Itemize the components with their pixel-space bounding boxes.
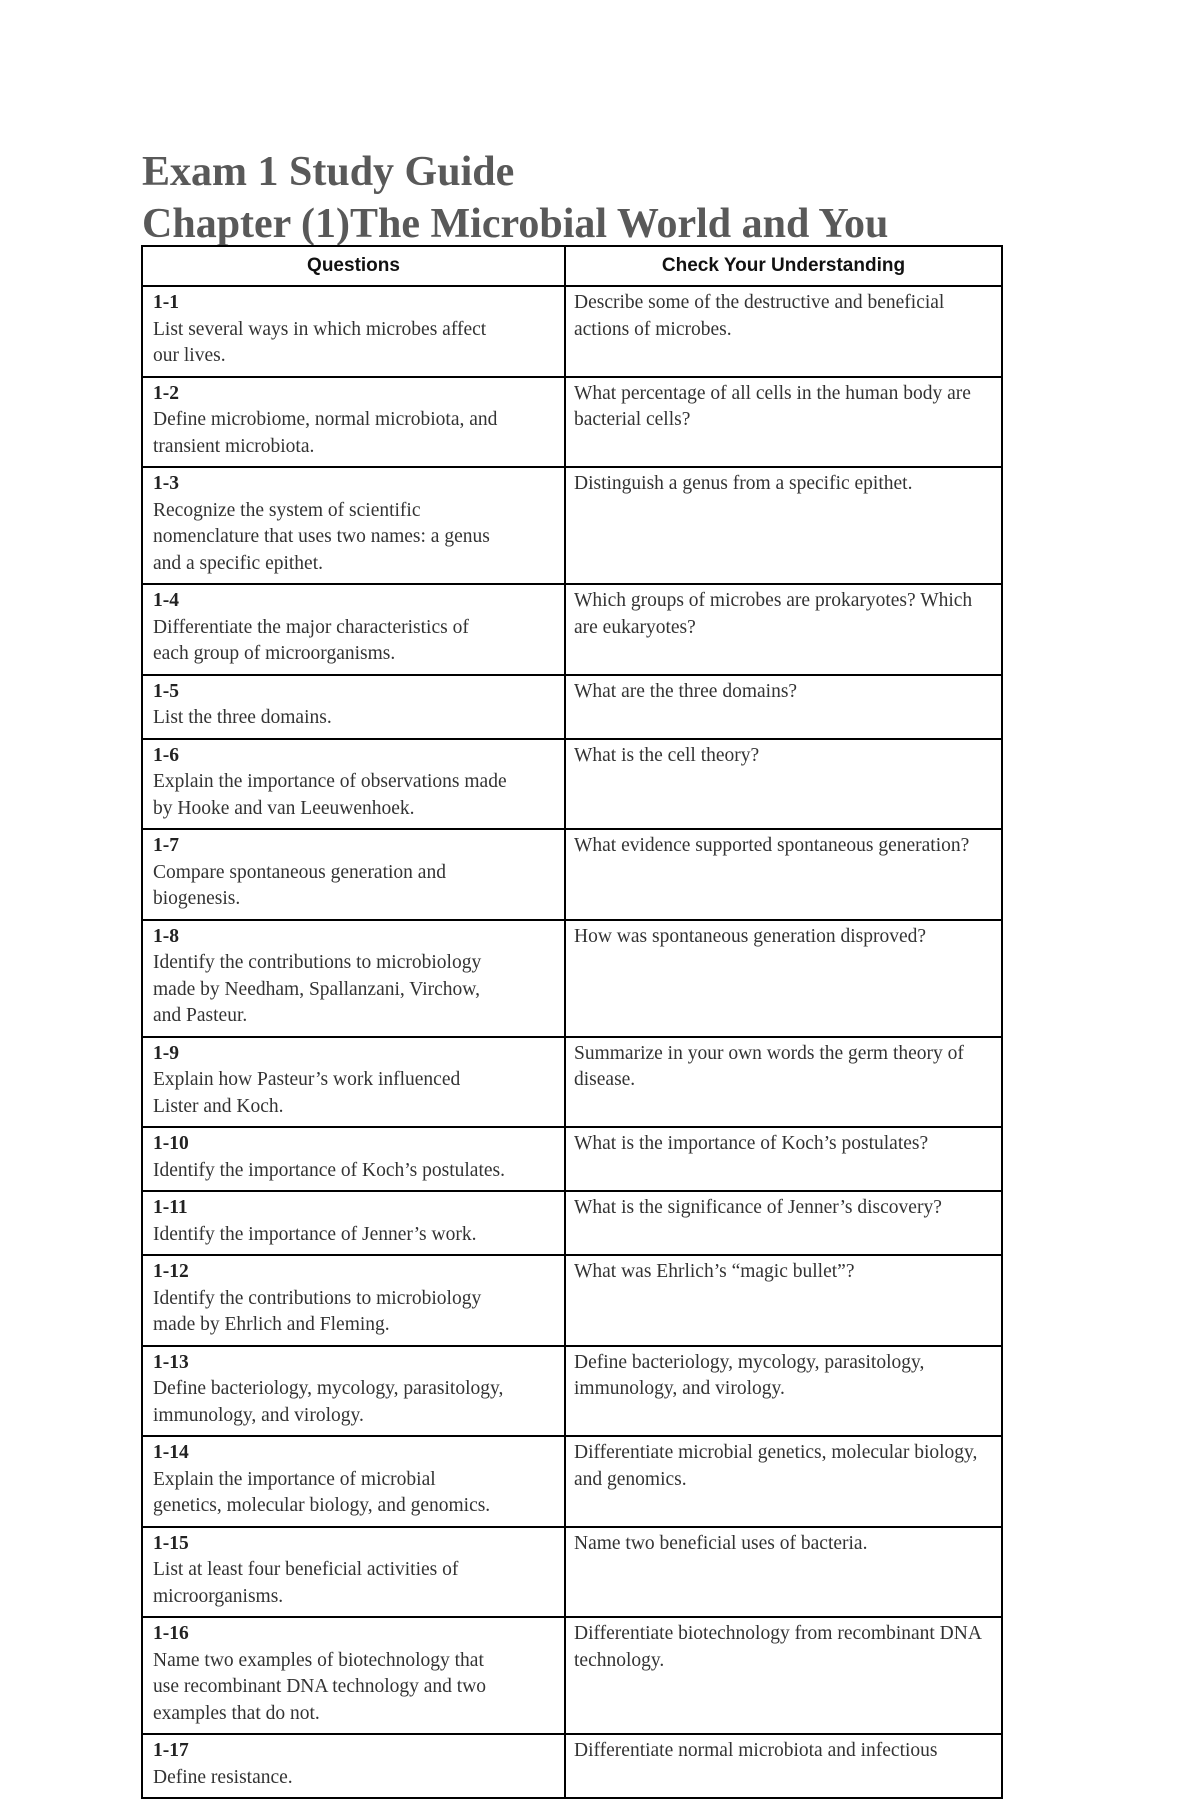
objective-number: 1-9 (153, 1042, 179, 1064)
table-body (142, 286, 1002, 1798)
question-text: Define bacteriology, mycology, parasitology, immunology, and virology. (153, 1378, 504, 1426)
header-questions: Questions (142, 246, 565, 286)
question-text: Explain the importance of observations made by Hooke and van Leeuwenhoek. (153, 771, 507, 819)
objective-number: 1-4 (153, 590, 179, 611)
table-row (142, 1617, 1002, 1734)
check-cell: What was Ehrlich’s “magic bullet”? (565, 1255, 1002, 1346)
question-text: Explain the importance of microbial genetics, molecular biology, and genomics. (153, 1468, 491, 1516)
table-row (142, 584, 1002, 675)
question-cell (142, 1037, 565, 1128)
question-text: Define microbiome, normal microbiota, and transient microbiota. (153, 409, 498, 457)
question-text: Define resistance. (153, 1766, 293, 1788)
question-text: Identify the importance of Koch’s postulates. (153, 1159, 505, 1181)
table-row (142, 739, 1002, 830)
question-cell (142, 675, 565, 739)
question-cell (142, 920, 565, 1037)
question-cell (142, 584, 565, 675)
table-row (142, 1255, 1002, 1346)
title-line-2: Chapter (1)The Microbial World and You (142, 201, 889, 247)
document-title (142, 146, 888, 250)
question-text: Name two examples of biotechnology that use recombinant DNA technology and two examples that do not. (153, 1649, 487, 1724)
question-text: List the three domains. (153, 707, 332, 728)
table-row (142, 377, 1002, 468)
objective-number: 1-2 (153, 382, 179, 404)
table-row (142, 920, 1002, 1037)
question-cell (142, 1255, 565, 1346)
question-cell (142, 739, 565, 830)
table-header-row (142, 246, 1002, 286)
objective-number: 1-14 (153, 1442, 189, 1463)
check-cell: Summarize in your own words the germ theory of disease. (565, 1037, 1002, 1128)
check-cell: Define bacteriology, mycology, parasitology, immunology, and virology. (565, 1346, 1002, 1437)
question-text: List several ways in which microbes affect our lives. (153, 318, 487, 366)
table-row (142, 1734, 1002, 1798)
title-line-1: Exam 1 Study Guide (142, 149, 515, 195)
objective-number: 1-11 (153, 1197, 188, 1218)
objective-number: 1-10 (153, 1133, 189, 1154)
question-cell (142, 377, 565, 468)
question-text: Identify the contributions to microbiology made by Needham, Spallanzani, Virchow, and Pasteur. (153, 952, 482, 1026)
question-text: Compare spontaneous generation and biogenesis. (153, 861, 446, 909)
question-cell (142, 1527, 565, 1618)
check-cell: What is the cell theory? (565, 739, 1002, 830)
question-cell (142, 829, 565, 920)
question-text: Identify the importance of Jenner’s work. (153, 1223, 477, 1245)
check-cell: How was spontaneous generation disproved? (565, 920, 1002, 1037)
question-cell (142, 1734, 565, 1798)
table-row (142, 829, 1002, 920)
table-row (142, 1037, 1002, 1128)
objective-number: 1-3 (153, 473, 179, 494)
question-cell (142, 1617, 565, 1734)
check-cell: What percentage of all cells in the human body are bacterial cells? (565, 377, 1002, 468)
check-cell: Differentiate microbial genetics, molecular biology, and genomics. (565, 1436, 1002, 1527)
objective-number: 1-8 (153, 925, 179, 947)
question-cell (142, 1346, 565, 1437)
table-row (142, 1346, 1002, 1437)
question-text: Explain how Pasteur’s work influenced Lister and Koch. (153, 1069, 461, 1117)
check-cell: Name two beneficial uses of bacteria. (565, 1527, 1002, 1618)
question-text: Recognize the system of scientific nomenclature that uses two names: a genus and a specific epithet. (153, 499, 490, 574)
check-cell: Differentiate normal microbiota and infectious (565, 1734, 1002, 1798)
check-cell: What are the three domains? (565, 675, 1002, 739)
study-guide-table (141, 245, 1003, 1799)
header-check-your-understanding: Check Your Understanding (565, 246, 1002, 286)
question-text: Differentiate the major characteristics of each group of microorganisms. (153, 616, 469, 664)
table-row (142, 1527, 1002, 1618)
table-row (142, 1127, 1002, 1191)
question-cell (142, 467, 565, 584)
question-text: Identify the contributions to microbiology made by Ehrlich and Fleming. (153, 1287, 482, 1335)
objective-number: 1-13 (153, 1351, 189, 1373)
check-cell: Which groups of microbes are prokaryotes? Which are eukaryotes? (565, 584, 1002, 675)
table-row (142, 1191, 1002, 1255)
objective-number: 1-7 (153, 835, 179, 856)
table-row (142, 286, 1002, 377)
question-cell (142, 286, 565, 377)
check-cell: Describe some of the destructive and beneficial actions of microbes. (565, 286, 1002, 377)
question-text: List at least four beneficial activities of microorganisms. (153, 1559, 459, 1607)
check-cell: What evidence supported spontaneous generation? (565, 829, 1002, 920)
objective-number: 1-17 (153, 1740, 189, 1761)
objective-number: 1-12 (153, 1261, 189, 1282)
table-row (142, 675, 1002, 739)
objective-number: 1-15 (153, 1532, 189, 1554)
objective-number: 1-6 (153, 744, 179, 766)
objective-number: 1-16 (153, 1623, 189, 1644)
table-row (142, 1436, 1002, 1527)
question-cell (142, 1191, 565, 1255)
check-cell: Differentiate biotechnology from recombinant DNA technology. (565, 1617, 1002, 1734)
check-cell: What is the importance of Koch’s postulates? (565, 1127, 1002, 1191)
objective-number: 1-5 (153, 680, 179, 702)
question-cell (142, 1127, 565, 1191)
check-cell: Distinguish a genus from a specific epithet. (565, 467, 1002, 584)
question-cell (142, 1436, 565, 1527)
check-cell: What is the significance of Jenner’s discovery? (565, 1191, 1002, 1255)
table-row (142, 467, 1002, 584)
objective-number: 1-1 (153, 292, 179, 313)
